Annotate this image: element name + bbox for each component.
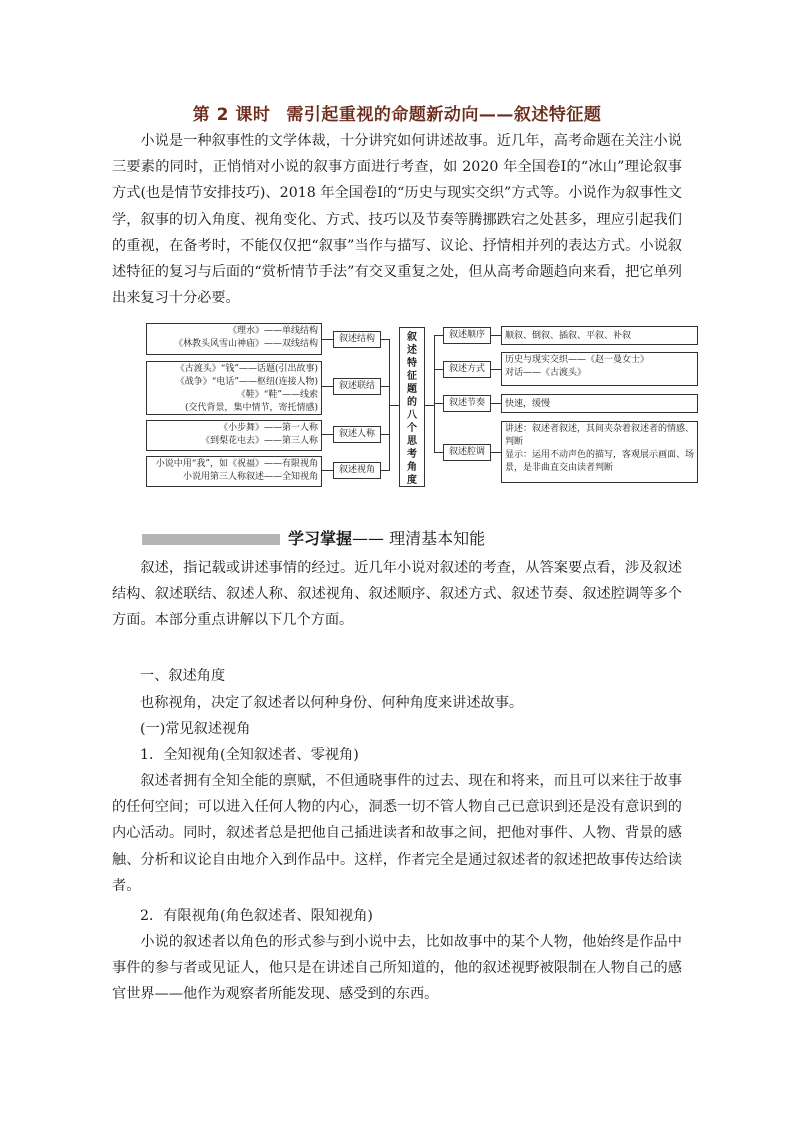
diagram-item: 《古渡头》“钱”——话题(引出故事): [175, 364, 318, 374]
diagram-item: 《战争》“电话”——枢纽(连接人物): [175, 377, 318, 387]
heading-narrative-angle: 一、叙述角度: [140, 668, 226, 684]
label-person: 叙述人称: [333, 426, 381, 443]
center-char: 考: [407, 449, 417, 460]
diagram-item: 历史与现实交织——《赵一曼女士》: [505, 355, 650, 365]
diagram-item: 讲述：叙述者叙述，其间夹杂着叙述者的情感、判断: [505, 424, 695, 447]
diagram-item: 《到梨花屯去》——第三人称: [200, 436, 318, 446]
label-order: 叙述顺序: [443, 327, 491, 344]
diagram-item: 《理水》——单线结构: [227, 326, 318, 336]
label-viewpoint: 叙述视角: [333, 462, 381, 479]
heading-omniscient: 1．全知视角(全知叙述者、零视角): [140, 747, 359, 763]
left-group-person-box: [146, 420, 322, 451]
paragraph-limited: 小说的叙述者以角色的形式参与到小说中去，比如故事中的某个人物，他始终是作品中事件的参与者或见证人，他只是在讲述自己所知道的，他的叙述视野被限制在人物自己的感官世界——他作为观察者所能发现、感受到的东西。: [112, 934, 682, 1003]
lesson-topic: 需引起重视的命题新动向——叙述特征题: [286, 105, 602, 125]
intro-paragraph: 小说是一种叙事性的文学体裁，十分讲究如何讲述故事。近几年，高考命题在关注小说三要素的同时，正悄悄对小说的叙事方面进行考查，如 2020 年全国卷Ⅰ的“冰山”理论叙事方式(也是情节安排技巧)、2018 年全国卷Ⅰ的“历史与现实交织”方式等。小说作为叙事性文学，叙事的切入角度、视角变化、方式、技巧以及节奏等腾挪跌宕之处甚多，理应引起我们的重视，在备考时，不能仅仅把“叙事”当作与描写、议论、抒情相并列的表达方式。小说叙述特征的复习与后面的“赏析情节手法”有交叉重复之处，但从高考命题趋向来看，把它单列出来复习十分必要。: [112, 133, 682, 307]
diagram-item: 《小步舞》——第一人称: [218, 423, 318, 433]
section-title-main: 学习掌握: [288, 529, 353, 548]
right-group-mode-box: [501, 352, 698, 386]
left-group-structure-box: [146, 323, 322, 355]
label-structure: 叙述结构: [333, 331, 381, 348]
diagram-item: 《鞋》“鞋”——线索: [236, 390, 318, 400]
heading-common-viewpoints: (一)常见叙述视角: [140, 721, 251, 737]
right-group-order-box: [501, 326, 698, 345]
center-char: 叙: [407, 332, 417, 343]
label-rhythm: 叙述节奏: [443, 395, 491, 412]
right-group-tone-box: [501, 421, 698, 483]
center-char: 八: [407, 410, 417, 421]
left-group-link-box: [146, 361, 322, 415]
diagram-item: 快速，缓慢: [505, 399, 551, 409]
diagram-item: 小说中用“我”，如《祝福》——有限视角: [155, 459, 318, 469]
section-title: [288, 526, 485, 549]
center-char: 特: [407, 358, 417, 369]
center-char: 角: [407, 462, 417, 473]
diagram-item: 显示：运用不动声色的描写，客观展示画面、场景，是非曲直交由读者判断: [505, 450, 695, 473]
diagram-item: 《林教头风雪山神庙》——双线结构: [173, 339, 318, 349]
page-title: [0, 100, 794, 125]
label-tone: 叙述腔调: [443, 444, 491, 461]
line-angle-definition: 也称视角，决定了叙述者以何种身份、何种角度来讲述故事。: [140, 695, 524, 711]
center-char: 个: [407, 423, 417, 434]
paragraph-omniscient: 叙述者拥有全知全能的禀赋，不但通晓事件的过去、现在和将来，而且可以来往于故事的任何空间；可以进入任何人物的内心，洞悉一切不管人物自己已意识到还是没有意识到的内心活动。同时，叙述者总是把他自己插进读者和故事之间，把他对事件、人物、背景的感触、分析和议论自由地介入到作品中。这样，作者完全是通过叙述者的叙述把故事传达给读者。: [112, 773, 682, 894]
center-char: 的: [407, 397, 417, 408]
lesson-number: 第 2 课时: [192, 105, 271, 125]
section-bar: [142, 534, 280, 545]
center-char: 思: [407, 436, 417, 447]
section-title-sub: —— 理清基本知能: [352, 529, 486, 548]
diagram-item: 小说用第三人称叙述——全知视角: [182, 472, 318, 482]
label-link: 叙述联结: [333, 378, 381, 395]
left-group-viewpoint-box: [146, 456, 322, 487]
diagram-item: (交代背景，集中情节，寄托情感): [184, 403, 318, 413]
center-char: 征: [407, 371, 417, 382]
center-char: 度: [407, 475, 417, 486]
label-mode: 叙述方式: [443, 361, 491, 378]
right-group-rhythm-box: [501, 394, 698, 413]
center-char: 述: [407, 345, 417, 356]
center-char: 题: [407, 384, 417, 395]
diagram-item: 对话——《古渡头》: [505, 368, 587, 378]
diagram-center-box: [399, 327, 425, 487]
heading-limited: 2．有限视角(角色叙述者、限知视角): [140, 908, 373, 924]
paragraph-narration-overview: 叙述，指记载或讲述事情的经过。近几年小说对叙述的考查，从答案要点看，涉及叙述结构、叙述联结、叙述人称、叙述视角、叙述顺序、叙述方式、叙述节奏、叙述腔调等多个方面。本部分重点讲解以下几个方面。: [112, 560, 682, 629]
diagram-item: 顺叙、倒叙、插叙、平叙、补叙: [505, 331, 632, 341]
